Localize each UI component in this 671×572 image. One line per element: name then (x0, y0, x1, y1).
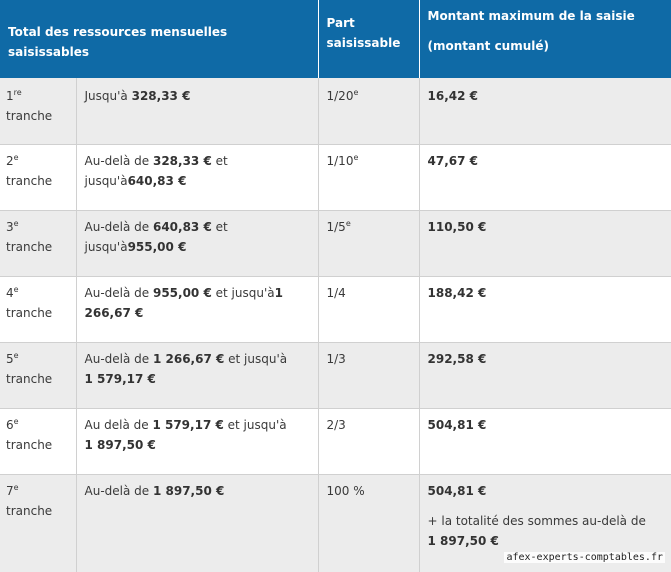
part-value: 1/3 (326, 351, 346, 366)
range-prefix: Au-delà de (84, 153, 153, 168)
tranche-cell (0, 408, 76, 474)
part-cell (318, 210, 419, 276)
part-ordinal: e (345, 218, 351, 228)
range-lower: 328,33 € (131, 89, 191, 103)
part-cell (318, 276, 419, 342)
part-value: 1/20 (326, 89, 354, 103)
tranche-label: tranche (6, 305, 53, 320)
range-lower: 955,00 € (152, 285, 212, 300)
range-cell (76, 408, 318, 474)
range-upper: 1 579,17 € (84, 371, 156, 386)
tranche-ordinal: e (13, 350, 19, 360)
tranche-ordinal: e (13, 152, 19, 162)
range-lower: 1 897,50 € (152, 483, 225, 498)
amount-value: 504,81 € (427, 417, 487, 432)
watermark: afex-experts-comptables.fr (506, 552, 663, 563)
tranche-number: 5 (6, 351, 14, 366)
range-cell (76, 78, 318, 144)
tranche-cell (0, 78, 76, 144)
part-value: 1/4 (326, 285, 346, 300)
part-cell (318, 474, 419, 572)
range-cell (76, 276, 318, 342)
range-prefix: Au delà de (84, 417, 153, 432)
range-upper: 1 266,67 € (84, 285, 283, 320)
range-middle: et jusqu'à (223, 417, 287, 432)
tranche-number: 3 (6, 219, 14, 234)
amount-value: 110,50 € (427, 219, 487, 234)
tranche-number: 7 (6, 483, 14, 498)
range-middle: et jusqu'à (211, 285, 275, 300)
header-amount (419, 0, 671, 78)
part-value: 1/10 (326, 153, 354, 168)
range-prefix: Au-delà de (84, 351, 153, 366)
tranche-ordinal: e (13, 482, 19, 492)
amount-note (428, 511, 664, 551)
tranche-cell (0, 342, 76, 408)
table-row (0, 144, 671, 210)
part-value: 2/3 (326, 417, 346, 432)
tranche-label: tranche (6, 437, 53, 452)
amount-cell (419, 408, 671, 474)
amount-cell (419, 210, 671, 276)
range-prefix: Au-delà de (84, 285, 153, 300)
amount-value: 292,58 € (427, 351, 487, 366)
tranche-label: tranche (6, 239, 53, 254)
tranche-cell (0, 144, 76, 210)
tranche-cell (0, 210, 76, 276)
part-cell (318, 78, 419, 144)
table-row (0, 210, 671, 276)
tranche-label: tranche (6, 371, 53, 386)
amount-cell (419, 342, 671, 408)
amount-value: 16,42 € (427, 89, 478, 103)
range-lower: 328,33 € (152, 153, 212, 168)
amount-cell (419, 78, 671, 144)
amount-cell (419, 276, 671, 342)
range-upper: 955,00 € (127, 239, 187, 254)
amount-value: 47,67 € (427, 153, 478, 168)
amount-cell (419, 144, 671, 210)
table-row (0, 78, 671, 144)
tranche-ordinal: e (13, 284, 19, 294)
tranche-ordinal: e (13, 218, 19, 228)
range-middle: et jusqu'à (84, 219, 228, 254)
range-middle: et jusqu'à (84, 153, 228, 188)
part-ordinal: e (353, 88, 359, 97)
part-value: 100 % (326, 483, 365, 498)
amount-note-text: + la totalité des sommes au-delà de (427, 513, 646, 528)
header-amount-label: Montant maximum de la saisie (427, 9, 635, 23)
part-value: 1/5 (326, 219, 346, 234)
tranche-ordinal: e (13, 416, 19, 426)
part-cell (318, 342, 419, 408)
range-lower: 640,83 € (152, 219, 212, 234)
range-upper: 1 897,50 € (84, 437, 156, 452)
range-upper: 640,83 € (127, 173, 187, 188)
tranche-cell (0, 276, 76, 342)
range-cell (76, 210, 318, 276)
range-cell (76, 474, 318, 572)
tranche-number: 4 (6, 285, 14, 300)
range-lower: 1 266,67 € (152, 351, 225, 366)
header-resources (0, 0, 318, 78)
tranche-number: 2 (6, 153, 14, 168)
header-part (318, 0, 419, 78)
range-prefix: Au-delà de (84, 219, 153, 234)
table-row (0, 342, 671, 408)
table-row (0, 276, 671, 342)
range-cell (76, 144, 318, 210)
range-prefix: Jusqu'à (84, 89, 132, 103)
tranche-label: tranche (6, 173, 53, 188)
part-cell (318, 408, 419, 474)
tranche-cell (0, 474, 76, 572)
amount-note-threshold: 1 897,50 € (427, 533, 499, 548)
tranche-number: 6 (6, 417, 14, 432)
range-middle: et jusqu'à (224, 351, 288, 366)
part-cell (318, 144, 419, 210)
header-amount-sublabel: (montant cumulé) (427, 39, 550, 53)
tranche-label: tranche (6, 109, 53, 123)
range-prefix: Au-delà de (84, 483, 153, 498)
range-cell (76, 342, 318, 408)
amount-value: 504,81 € (427, 483, 487, 498)
tranche-ordinal: re (13, 88, 22, 97)
table-row (0, 408, 671, 474)
header-part-label: Part saisissable (326, 16, 401, 50)
amount-value: 188,42 € (427, 285, 487, 300)
table-header-row (0, 0, 671, 78)
part-ordinal: e (353, 152, 359, 162)
header-resources-label: Total des ressources mensuelles saisissables (8, 25, 228, 59)
tranche-number: 1 (6, 89, 14, 103)
tranche-label: tranche (6, 503, 53, 518)
range-lower: 1 579,17 € (152, 417, 224, 432)
